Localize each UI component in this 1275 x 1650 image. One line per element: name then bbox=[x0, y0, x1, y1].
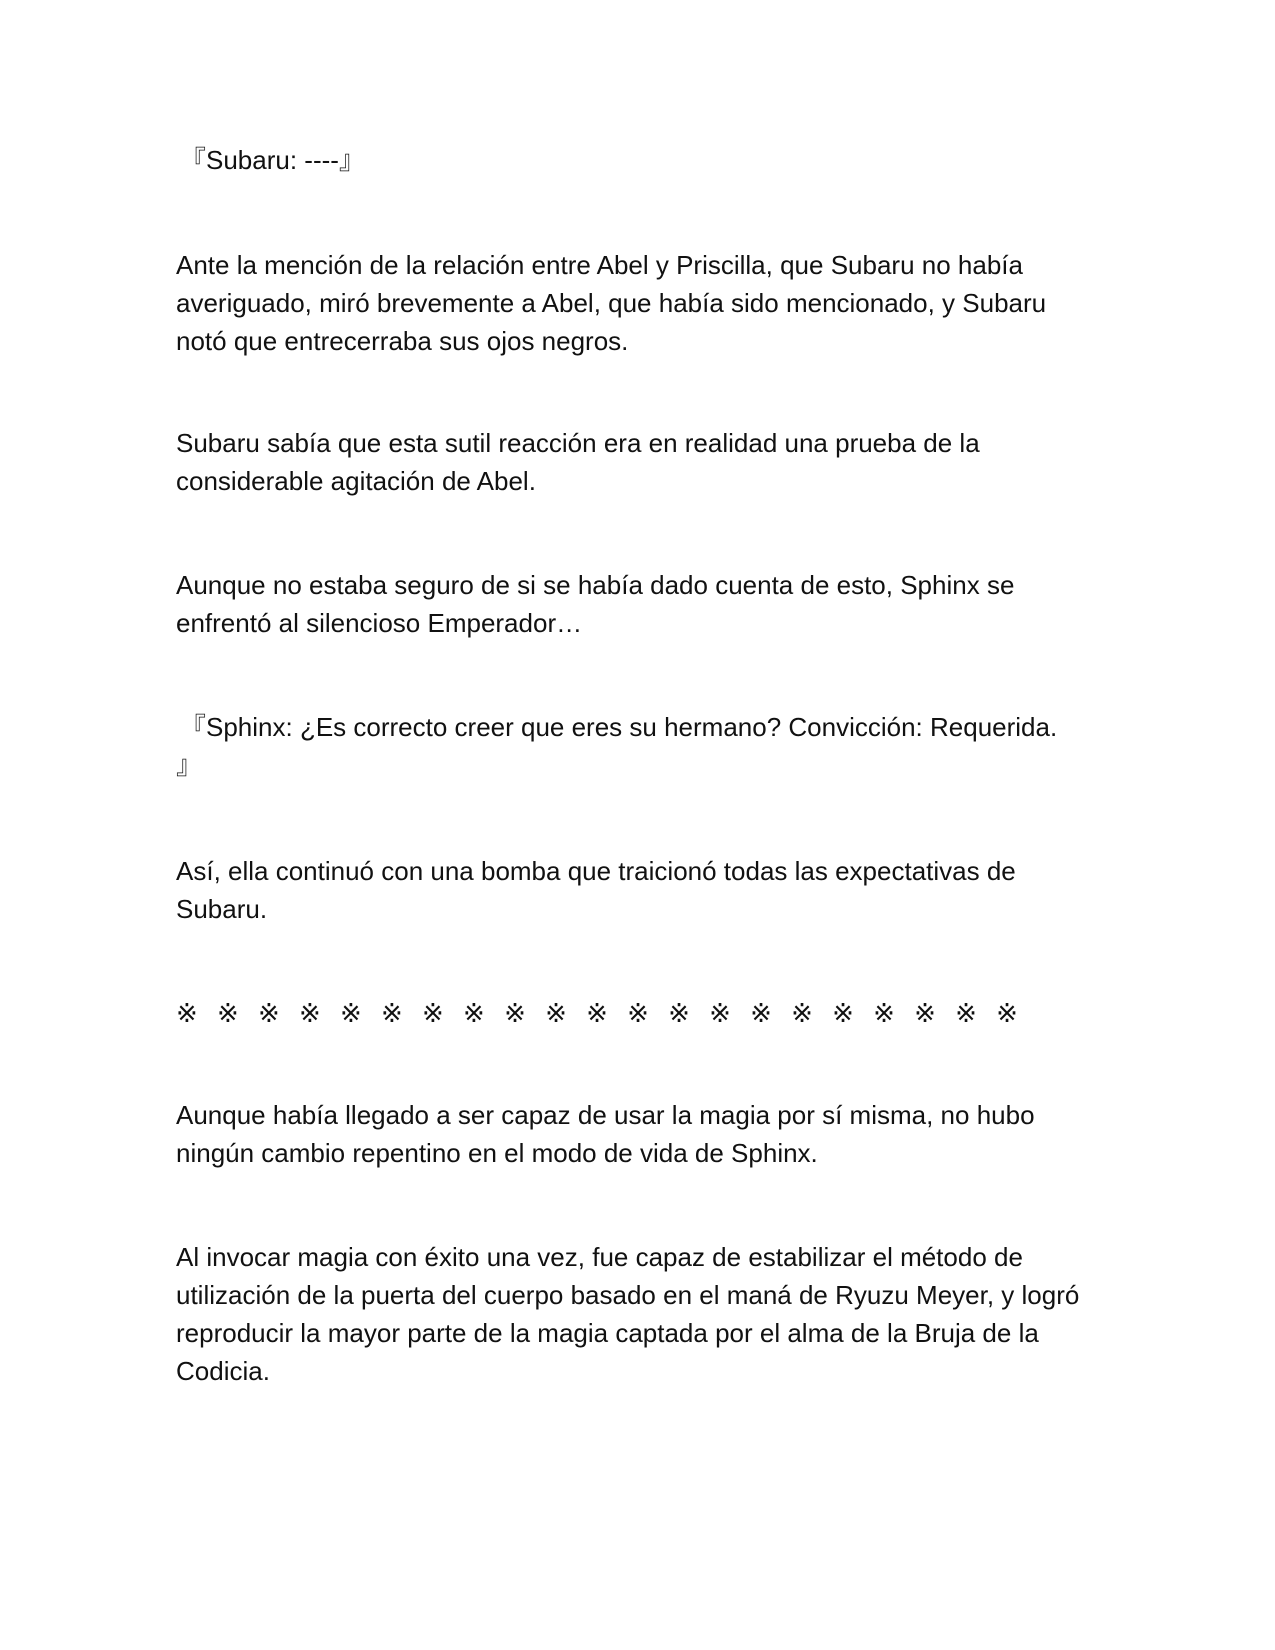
text-line: considerable agitación de Abel. bbox=[176, 466, 536, 496]
text-line: averiguado, miró brevemente a Abel, que había sido mencionado, y Subaru bbox=[176, 288, 1047, 318]
text-line: Al invocar magia con éxito una vez, fue capaz de estabilizar el método de bbox=[176, 1242, 1023, 1272]
scene-separator: ※ ※ ※ ※ ※ ※ ※ ※ ※ ※ ※ ※ ※ ※ ※ ※ ※ ※ ※ ※ ※ bbox=[176, 998, 1024, 1028]
paragraph bbox=[176, 1096, 1096, 1172]
dialogue-subaru bbox=[180, 141, 1100, 179]
paragraph bbox=[176, 1238, 1096, 1390]
text-line: 『Subaru: ----』 bbox=[180, 145, 365, 175]
paragraph bbox=[176, 246, 1096, 360]
text-line: Así, ella continuó con una bomba que traicionó todas las expectativas de bbox=[176, 856, 1016, 886]
text-line: 『Sphinx: ¿Es correcto creer que eres su hermano? Convicción: Requerida. bbox=[180, 712, 1058, 742]
paragraph bbox=[176, 566, 1096, 642]
text-line: Ante la mención de la relación entre Abel y Priscilla, que Subaru no había bbox=[176, 250, 1023, 280]
dialogue-sphinx bbox=[176, 708, 1100, 784]
paragraph bbox=[176, 424, 1096, 500]
text-line: Subaru sabía que esta sutil reacción era en realidad una prueba de la bbox=[176, 428, 980, 458]
text-line: ningún cambio repentino en el modo de vida de Sphinx. bbox=[176, 1138, 818, 1168]
text-line: utilización de la puerta del cuerpo basado en el maná de Ryuzu Meyer, y logró bbox=[176, 1280, 1080, 1310]
text-line: reproducir la mayor parte de la magia captada por el alma de la Bruja de la bbox=[176, 1318, 1039, 1348]
text-line: Subaru. bbox=[176, 894, 268, 924]
text-line: enfrentó al silencioso Emperador… bbox=[176, 608, 583, 638]
text-line: notó que entrecerraba sus ojos negros. bbox=[176, 326, 629, 356]
text-line: 』 bbox=[176, 750, 203, 780]
text-line: Aunque había llegado a ser capaz de usar la magia por sí misma, no hubo bbox=[176, 1100, 1035, 1130]
text-line: Aunque no estaba seguro de si se había dado cuenta de esto, Sphinx se bbox=[176, 570, 1015, 600]
text-line: Codicia. bbox=[176, 1356, 270, 1386]
paragraph bbox=[176, 852, 1096, 928]
